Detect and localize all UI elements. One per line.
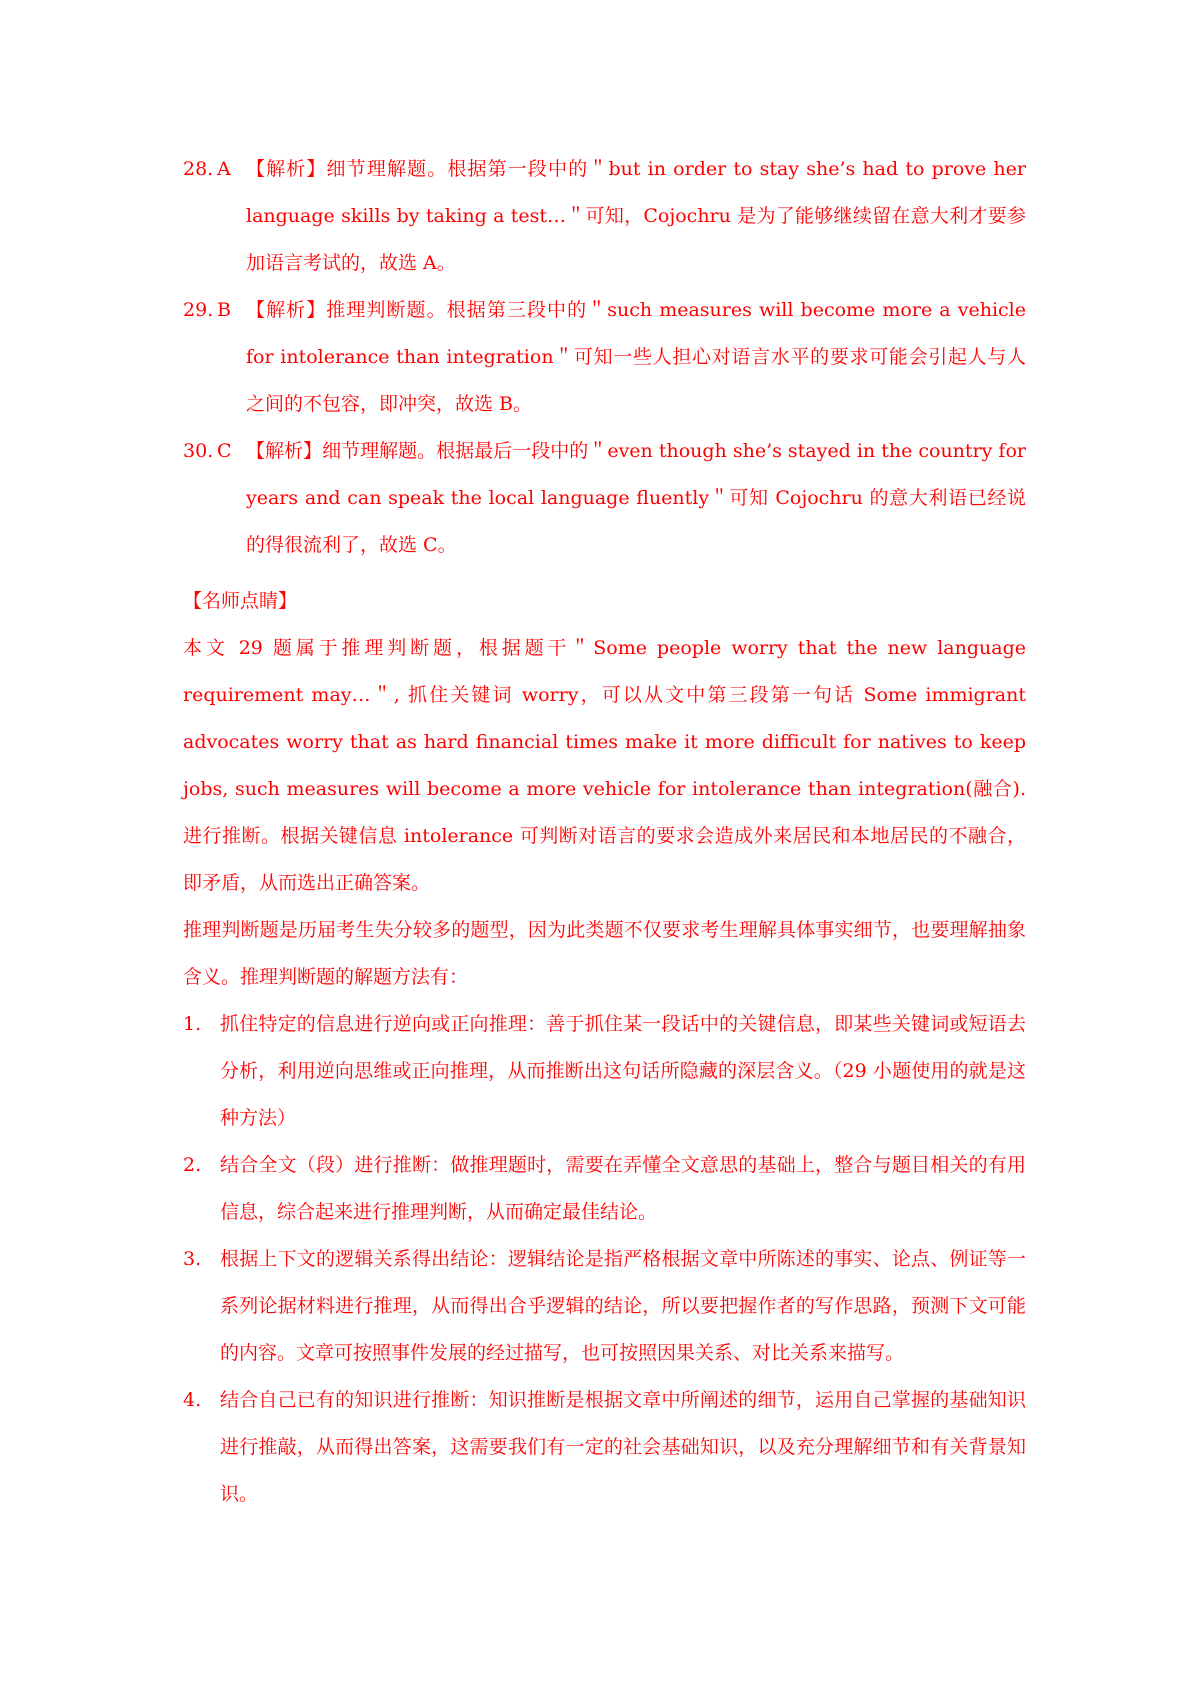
method-number: 4. [183, 1389, 202, 1411]
answer-item-30 [183, 428, 1026, 569]
answer-letter: B [217, 299, 231, 321]
method-item-2 [183, 1142, 1026, 1236]
answer-item-28 [183, 146, 1026, 287]
answer-explanation-text: 【解析】细节理解题。根据最后一段中的＂even though she’s stayed in the country for years and can speak the local language fluently＂可知 Cojochru 的意大利语已经说的得很流利了，故选 C。 [246, 440, 1026, 556]
method-item-4 [183, 1377, 1026, 1518]
answer-item-29 [183, 287, 1026, 428]
method-text: 根据上下文的逻辑关系得出结论：逻辑结论是指严格根据文章中所陈述的事实、论点、例证等一系列论据材料进行推理，从而得出合乎逻辑的结论，所以要把握作者的写作思路，预测下文可能的内容。文章可按照事件发展的经过描写，也可按照因果关系、对比关系来描写。 [220, 1248, 1026, 1364]
method-number: 1. [183, 1013, 202, 1035]
method-item-1 [183, 1001, 1026, 1142]
tip-paragraph: 推理判断题是历届考生失分较多的题型，因为此类题不仅要求考生理解具体事实细节，也要理解抽象含义。推理判断题的解题方法有： [183, 919, 1026, 988]
method-text: 抓住特定的信息进行逆向或正向推理：善于抓住某一段话中的关键信息，即某些关键词或短语去分析，利用逆向思维或正向推理，从而推断出这句话所隐藏的深层含义。（29 小题使用的就是这种方法） [220, 1013, 1026, 1129]
tip-heading: 【名师点睛】 [183, 590, 298, 612]
answer-number: 30. [183, 440, 214, 462]
answer-explanations [183, 146, 1026, 569]
method-number: 2. [183, 1154, 202, 1176]
answer-number: 28. [183, 158, 214, 180]
answer-number: 29. [183, 299, 214, 321]
teacher-tip-section [183, 578, 1026, 1518]
tip-paragraph: 本文 29 题属于推理判断题，根据题干＂Some people worry that the new language requirement may…＂, 抓住关键词 worry，可以从文中第三段第一句话 Some immigrant advocates worry that as hard financial times make it more difficult for natives to keep jobs, such measures will become a more vehicle for intolerance than integration(融合). 进行推断。根据关键信息 intolerance 可判断对语言的要求会造成外来居民和本地居民的不融合，即矛盾，从而选出正确答案。 [183, 637, 1026, 894]
answer-letter: A [217, 158, 231, 180]
answer-explanation-text: 【解析】细节理解题。根据第一段中的＂but in order to stay she’s had to prove her language skills by taking a test…＂可知，Cojochru 是为了能够继续留在意大利才要参加语言考试的，故选 A。 [246, 158, 1026, 274]
method-text: 结合全文（段）进行推断：做推理题时，需要在弄懂全文意思的基础上，整合与题目相关的有用信息，综合起来进行推理判断，从而确定最佳结论。 [220, 1154, 1026, 1223]
answer-letter: C [217, 440, 232, 462]
method-text: 结合自己已有的知识进行推断：知识推断是根据文章中所阐述的细节，运用自己掌握的基础知识进行推敲，从而得出答案，这需要我们有一定的社会基础知识，以及充分理解细节和有关背景知识。 [220, 1389, 1026, 1505]
answer-explanation-text: 【解析】推理判断题。根据第三段中的＂such measures will become more a vehicle for intolerance than integration＂可知一些人担心对语言水平的要求可能会引起人与人之间的不包容，即冲突，故选 B。 [246, 299, 1026, 415]
method-item-3 [183, 1236, 1026, 1377]
method-number: 3. [183, 1248, 202, 1270]
